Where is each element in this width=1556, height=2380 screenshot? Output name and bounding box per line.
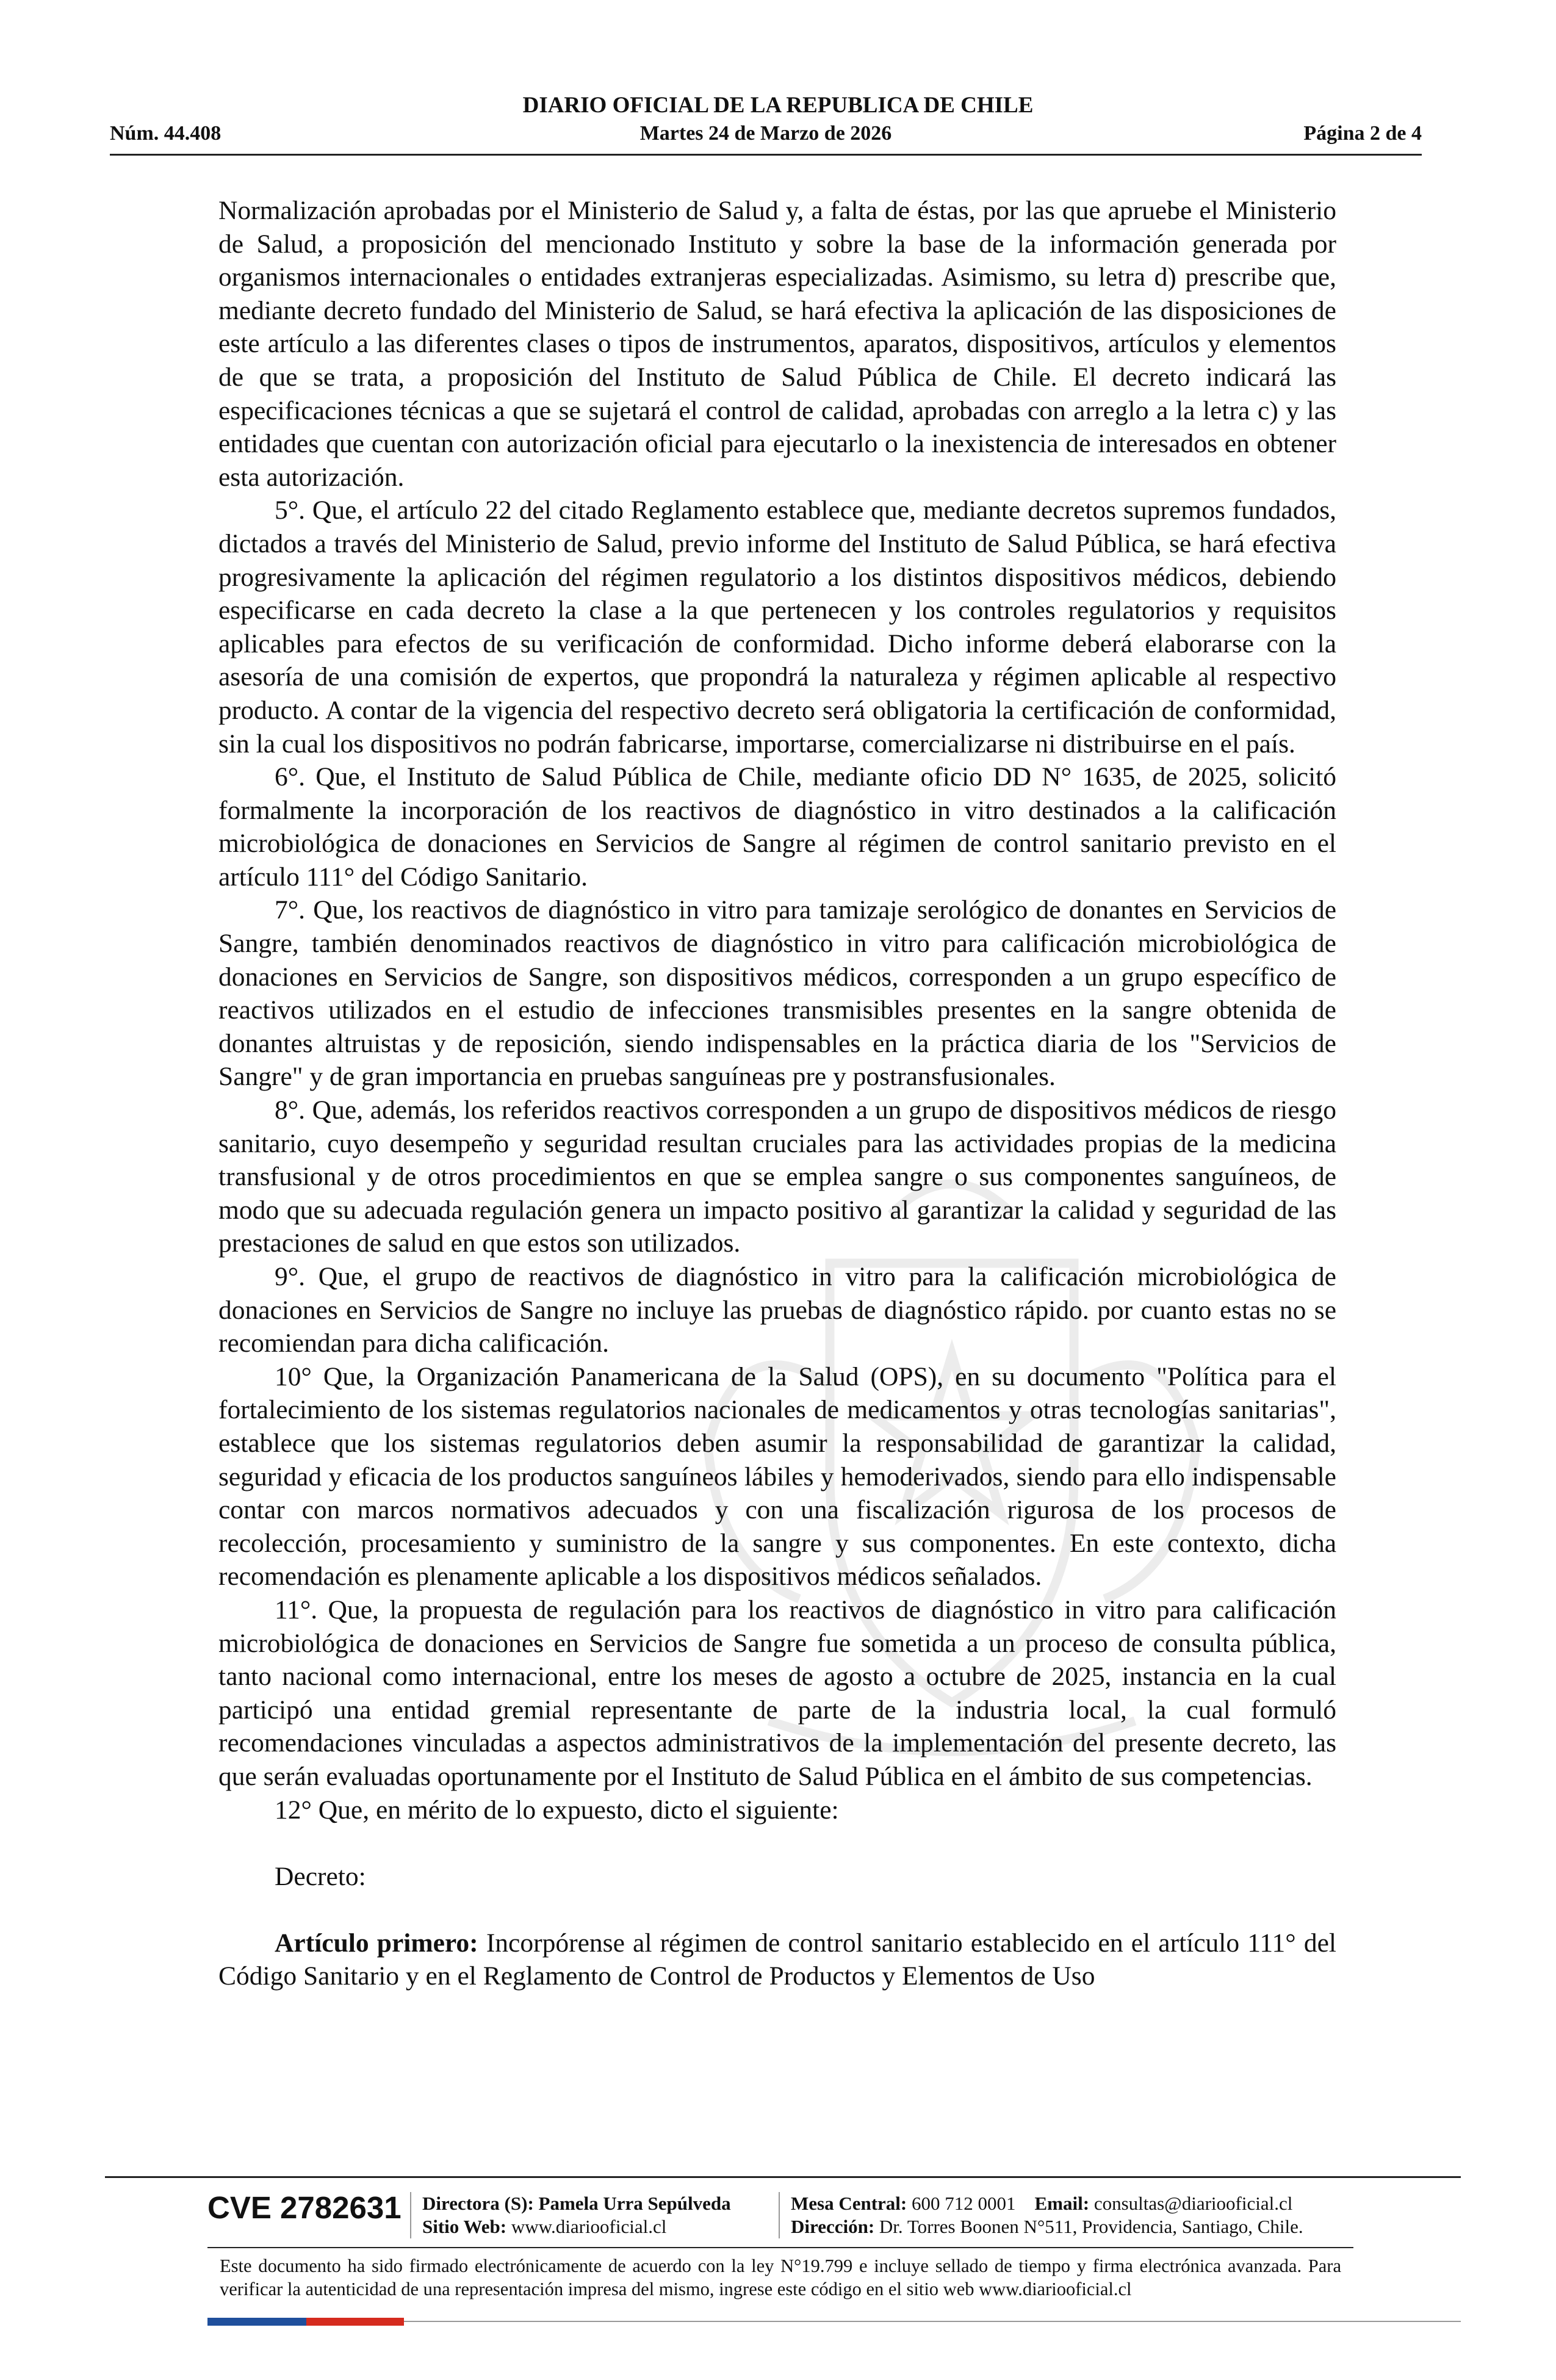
paragraph-11: 11°. Que, la propuesta de regulación para los reactivos de diagnóstico in vitro para calificación microbiológica de donaciones en Servicios de Sangre fue sometida a un proceso de consulta pública, tanto nacional como internacional, entre los meses de agosto a octubre de 2025, instancia en la cual participó una entidad gremial representante de parte de la industria local, la cual formuló recomendaciones vinculadas a aspectos administrativos de la implementación del presente decreto, las que serán evaluadas oportunamente por el Instituto de Salud Pública en el ámbito de sus competencias. — [218, 1595, 1336, 1791]
article-first-text: Incorpórense al régimen de control sanitario establecido en el artículo 111° del Código Sanitario y en el Reglamento de Control de Productos y Elementos de Uso — [218, 1928, 1336, 1991]
footer-director-block — [422, 2192, 731, 2238]
flag-stripe-blue — [207, 2318, 306, 2326]
header-row — [110, 120, 1422, 148]
director-name: Pamela Urra Sepúlveda — [538, 2193, 731, 2214]
address-label: Dirección: — [791, 2216, 875, 2237]
footer-separator — [779, 2192, 780, 2238]
phone-number: 600 712 0001 — [912, 2193, 1016, 2214]
cve-code: CVE 2782631 — [207, 2190, 402, 2225]
paragraph-10: 10° Que, la Organización Panamericana de la Salud (OPS), en su documento "Política para el fortalecimiento de los sistemas regulatorios nacionales de medicamentos y otras tecnologías sanitarias", establece que los sistemas regulatorios deben asumir la responsabilidad de garantizar la calidad, seguridad y eficacia de los productos sanguíneos lábiles y hemoderivados, siendo para ello indispensable contar con marcos normativos adecuados y con una fiscalización rigurosa de los procesos de recolección, procesamiento y suministro de la sangre y sus componentes. En este contexto, dicha recomendación es plenamente aplicable a los dispositivos médicos señalados. — [218, 1361, 1336, 1592]
signature-notice: Este documento ha sido firmado electrónicamente de acuerdo con la ley N°19.799 e incluye sellado de tiempo y firma electrónica avanzada. Para verificar la autenticidad de una representación impresa del mismo, ingrese este código en el sitio web www.diariooficial.cl — [220, 2256, 1341, 2299]
footer-separator — [410, 2192, 411, 2238]
newspaper-title: DIARIO OFICIAL DE LA REPUBLICA DE CHILE — [522, 93, 1034, 118]
document-body — [218, 194, 1336, 1993]
email-link[interactable]: consultas@diariooficial.cl — [1093, 2193, 1293, 2214]
footer-divider — [207, 2247, 1353, 2248]
paragraph-9: 9°. Que, el grupo de reactivos de diagnóstico in vitro para la calificación microbiológica de donaciones en Servicios de Sangre no incluye las pruebas de diagnóstico rápido. por cuanto estas no se recomiendan para dicha calificación. — [218, 1262, 1336, 1358]
footer-contact-block — [791, 2192, 1303, 2238]
paragraph-6: 6°. Que, el Instituto de Salud Pública de Chile, mediante oficio DD N° 1635, de 2025, solicitó formalmente la incorporación de los reactivos de diagnóstico in vitro destinados a la calificación microbiológica de donaciones en Servicios de Sangre al régimen de control sanitario previsto en el artículo 111° del Código Sanitario. — [218, 762, 1336, 892]
issue-date: Martes 24 de Marzo de 2026 — [639, 122, 892, 145]
issue-number: Núm. 44.408 — [110, 122, 222, 145]
article-first — [218, 1927, 1336, 1993]
email-label: Email: — [1034, 2193, 1090, 2214]
page-indicator: Página 2 de 4 — [1303, 122, 1422, 145]
website-link[interactable]: www.diariooficial.cl — [511, 2216, 667, 2237]
website-label: Sitio Web: — [422, 2216, 507, 2237]
paragraph-12: 12° Que, en mérito de lo expuesto, dicto el siguiente: — [275, 1795, 839, 1825]
article-first-label: Artículo primero: — [275, 1928, 478, 1958]
paragraph-7: 7°. Que, los reactivos de diagnóstico in vitro para tamizaje serológico de donantes en Servicios de Sangre, también denominados reactivos de diagnóstico in vitro para calificación microbiológica de donaciones en Servicios de Sangre, son dispositivos médicos, corresponden a un grupo específico de reactivos utilizados en el estudio de infecciones transmisibles presentes en la sangre obtenida de donantes altruistas y de reposición, siendo indispensables en la práctica diaria de los "Servicios de Sangre" y de gran importancia en pruebas sanguíneas pre y postransfusionales. — [218, 895, 1336, 1092]
header-divider — [110, 154, 1422, 156]
footer-divider-bottom — [404, 2321, 1461, 2322]
paragraph-5: 5°. Que, el artículo 22 del citado Reglamento establece que, mediante decretos supremos fundados, dictados a través del Ministerio de Salud, previo informe del Instituto de Salud Pública, se hará efectiva progresivamente la aplicación del régimen regulatorio a los distintos dispositivos médicos, debiendo especificarse en cada decreto la clase a la que pertenecen y los controles regulatorios y requisitos aplicables para efectos de su verificación de conformidad. Dicho informe deberá elaborarse con la asesoría de una comisión de expertos, que propondrá la naturaleza y régimen aplicable al respectivo producto. A contar de la vigencia del respectivo decreto será obligatoria la certificación de conformidad, sin la cual los dispositivos no podrán fabricarse, importarse, comercializarse ni distribuirse en el país. — [218, 496, 1336, 759]
paragraph-8: 8°. Que, además, los referidos reactivos corresponden a un grupo de dispositivos médicos de riesgo sanitario, cuyo desempeño y seguridad resultan cruciales para las actividades propias de la medicina transfusional y de otros procedimientos en que se emplea sangre o sus componentes sanguíneos, de modo que su adecuada regulación genera un impacto positivo al garantizar la calidad y seguridad de las prestaciones de salud en que estos son utilizados. — [218, 1095, 1336, 1258]
phone-label: Mesa Central: — [791, 2193, 907, 2214]
director-label: Directora (S): — [422, 2193, 534, 2214]
paragraph-continued: Normalización aprobadas por el Ministerio de Salud y, a falta de éstas, por las que apruebe el Ministerio de Salud, a proposición del mencionado Instituto y sobre la base de la información generada por organismos internacionales o entidades extranjeras especializadas. Asimismo, su letra d) prescribe que, mediante decreto fundado del Ministerio de Salud, se hará efectiva la aplicación de las disposiciones de este artículo a las diferentes clases o tipos de instrumentos, aparatos, dispositivos, artículos y elementos de que se trata, a proposición del Instituto de Salud Pública de Chile. El decreto indicará las especificaciones técnicas a que se sujetará el control de calidad, aprobadas con arreglo a la letra c) y las entidades que cuentan con autorización oficial para ejecutarlo o la inexistencia de interesados en obtener esta autorización. — [218, 196, 1336, 492]
decree-heading: Decreto: — [275, 1861, 366, 1891]
flag-stripe-red — [306, 2318, 404, 2326]
address-value: Dr. Torres Boonen N°511, Providencia, Santiago, Chile. — [879, 2216, 1303, 2237]
footer-divider-top — [105, 2176, 1461, 2178]
